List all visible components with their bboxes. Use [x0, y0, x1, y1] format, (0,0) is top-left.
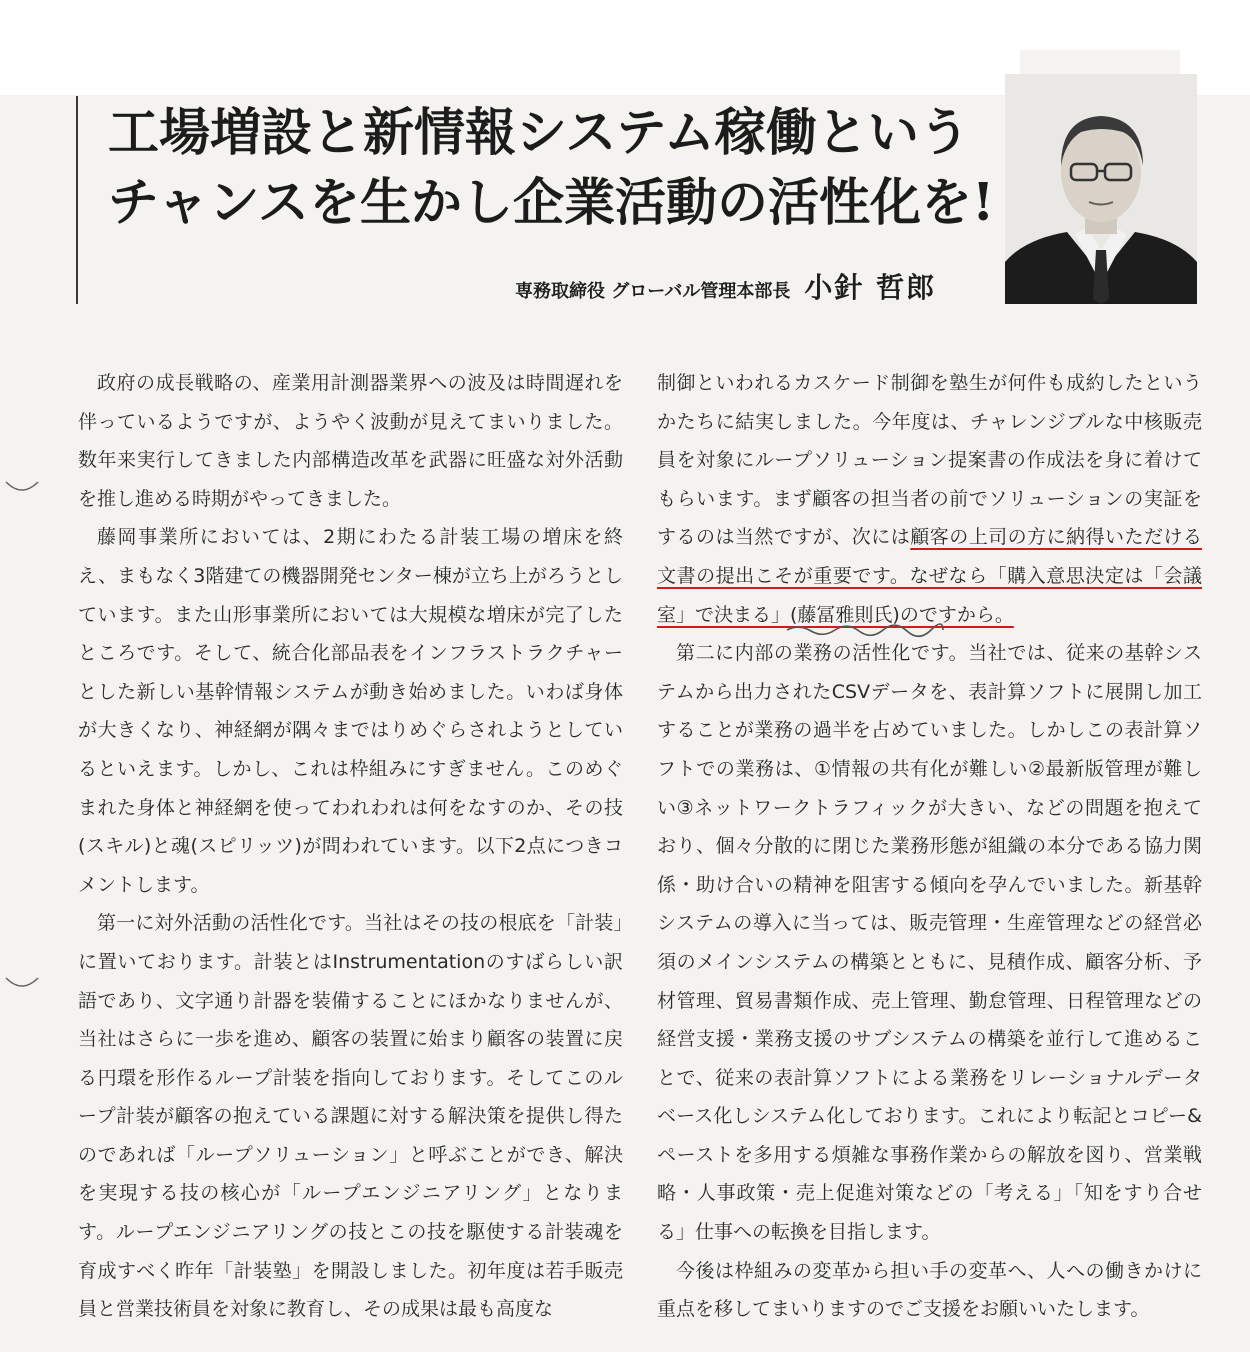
pencil-squiggle-mark	[785, 622, 945, 638]
right-paragraph-2: 第二に内部の業務の活性化です。当社では、従来の基幹システムから出力されたCSVデータを、表計算ソフトに展開し加工することが業務の過半を占めていました。しかしこの表計算ソフトでの業務は、①情報の共有化が難しい②最新版管理が難しい③ネットワークトラフィックが大きい、などの問題を抱えており、個々分散的に閉じた業務形態が組織の本分である協力関係・助け合いの精神を阻害する傾向を孕んでいました。新基幹システムの導入に当っては、販売管理・生産管理などの経営必須のメインシステムの構築とともに、見積作成、顧客分析、予材管理、貿易書類作成、売上管理、勤怠管理、日程管理などの経営支援・業務支援のサブシステムの構築を並行して進めることで、従来の表計算ソフトによる業務をリレーショナルデータベース化しシステム化しております。これにより転記とコピー&ペーストを多用する煩雑な事務作業からの解放を図り、営業戦略・人事政策・売上促進対策などの「考える」「知をすり合せる」仕事への転換を目指します。	[657, 642, 1202, 1244]
left-paragraph-2: 藤岡事業所においては、2期にわたる計装工場の増床を終え、まもなく3階建ての機器開発センター棟が立ち上がろうとしています。また山形事業所においては大規模な増床が完了したところです。そして、統合化部品表をインフラストラクチャーとした新しい基幹情報システムが動き始めました。いわば身体が大きくなり、神経網が隅々まではりめぐらされようとしているといえます。しかし、これは枠組みにすぎません。このめぐまれた身体と神経網を使ってわれわれは何をなすのか、その技(スキル)と魂(スピリッツ)が問われています。以下2点につきコメントします。	[78, 526, 623, 896]
author-byline	[515, 266, 936, 306]
title-vertical-rule	[76, 96, 78, 304]
left-paragraph-3: 第一に対外活動の活性化です。当社はその技の根底を「計装」に置いております。計装とはInstrumentationのすばらしい訳語であり、文字通り計器を装備することにほかなりませんが、当社はさらに一歩を進め、顧客の装置に始まり顧客の装置に戻る円環を形作るループ計装を指向しております。そしてこのループ計装が顧客の抱えている課題に対する解決策を提供し得たのであれば「ループソリューション」と呼ぶことができ、解決を実現する技の核心が「ループエンジニアリング」となります。ループエンジニアリングの技とこの技を駆使する計装魂を育成すべく昨年「計装塾」を開設しました。初年度は若手販売員と営業技術員を対象に教育し、その成果は最も高度な	[78, 912, 623, 1321]
left-paragraph-1: 政府の成長戦略の、産業用計測器業界への波及は時間遅れを伴っているようですが、ようやく波動が見えてまいりました。数年来実行してきました内部構造改革を武器に旺盛な対外活動を推し進める時期がやってきました。	[78, 372, 623, 510]
title-line-2: チャンスを生かし企業活動の活性化を!	[108, 173, 995, 233]
right-paragraph-1	[657, 364, 1202, 634]
author-photo	[1005, 74, 1197, 304]
right-column	[657, 364, 1202, 1329]
right-paragraph-1-text: 制御といわれるカスケード制御を塾生が何件も成約したというかたちに結実しました。今年度は、チャレンジブルな中核販売員を対象にループソリューション提案書の作成法を身に着けてもらいます。まず顧客の担当者の前でソリューションの実証をするのは当然ですが、次には	[657, 372, 1202, 549]
left-column	[78, 364, 623, 1329]
red-underlined-passage: 顧客の上司の方に納得いただける文書の提出こそが重要です。なぜなら「購入意思決定は「会議室」で決まる」(藤冨雅則氏)のですから。	[657, 526, 1202, 626]
title-line-1: 工場増設と新情報システム稼働という	[108, 103, 970, 163]
punch-hole-mark-lower	[4, 972, 40, 996]
author-name: 小針 哲郎	[804, 271, 937, 304]
right-paragraph-3: 今後は枠組みの変革から担い手の変革へ、人への働きかけに重点を移してまいりますのでご支援をお願いいたします。	[657, 1259, 1202, 1321]
punch-hole-mark-upper	[4, 476, 40, 500]
author-role: 専務取締役 グローバル管理本部長	[515, 281, 791, 302]
article-title	[108, 98, 994, 238]
